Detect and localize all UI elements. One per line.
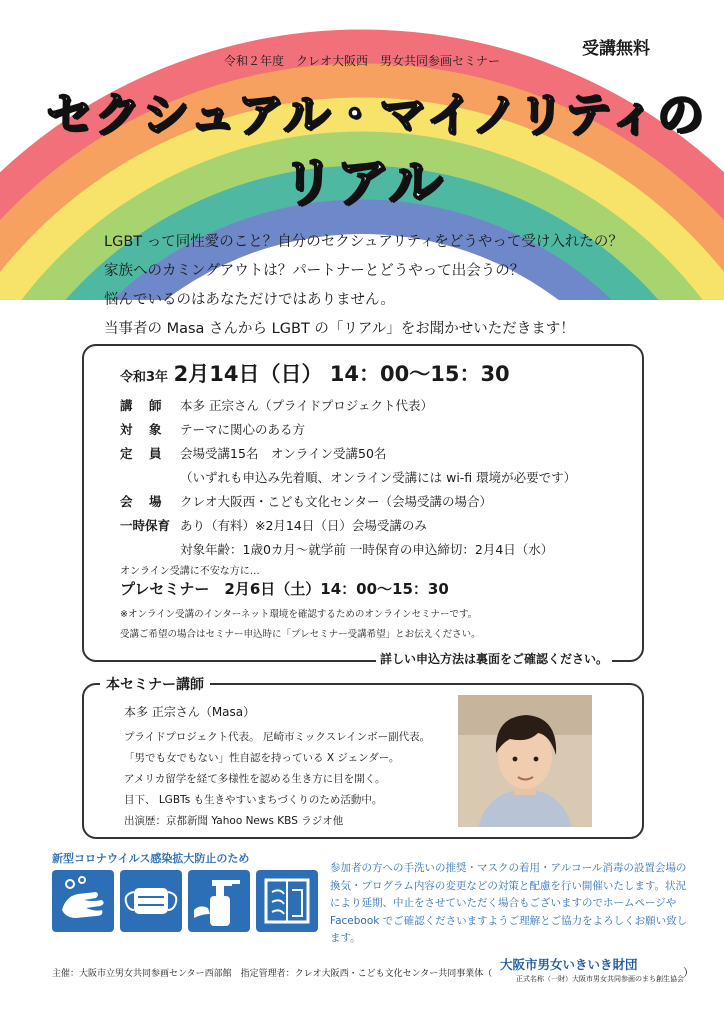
- title-line-2: リアル: [280, 151, 444, 214]
- title-line-1: セクシュアル・マイノリティの: [46, 88, 705, 143]
- footer-organizer: 主催：大阪市立男女共同参画センター西部館 指定管理者：クレオ大阪西・こども文化センター共同事業体（: [52, 969, 493, 979]
- ventilation-icon: [256, 870, 318, 932]
- mask-icon: [120, 870, 182, 932]
- bio-line: アメリカ留学を経て多様性を認める生き方に目を開く。: [124, 773, 386, 785]
- pre-seminar: プレセミナー 2月6日（土）14：00〜15：30: [120, 580, 449, 598]
- bio-line: 出演歴：京都新聞 Yahoo News KBS ラジオ他: [124, 815, 344, 827]
- lead-text: [104, 228, 623, 344]
- info-value: クレオ大阪西・こども文化センター（会場受講の場合）: [180, 494, 493, 509]
- info-row: [120, 442, 576, 466]
- lecturer-name: 本多 正宗さん（Masa）: [124, 705, 256, 719]
- pre-seminar-note: 受講ご希望の場合はセミナー申込時に「プレセミナー受講希望」とお伝えください。: [120, 629, 481, 640]
- lead-line: 家族へのカミングアウトは？パートナーとどうやって出会うの？: [104, 263, 525, 279]
- lecturer-box: [82, 683, 644, 839]
- info-key: 対 象: [120, 422, 164, 437]
- info-key: 定 員: [120, 446, 164, 461]
- lecturer-photo: [458, 695, 592, 827]
- event-date: [120, 358, 510, 388]
- info-value: あり（有料）※2月14日（日）会場受講のみ: [180, 518, 427, 533]
- info-value: 会場受講15名 オンライン受講50名: [180, 446, 387, 461]
- info-row: [120, 466, 576, 490]
- info-key: 講 師: [120, 398, 164, 413]
- covid-measures-text: 参加者の方への手洗いの推奨・マスクの着用・アルコール消毒の設置会場の換気・プログラム内容の変更などの対策と配慮を行い開催いたします。状況により延期、中止をさせていただく場合もございますのでホームページや Facebook でご確認くださいますようご理解とご協力をよろしくお願い致します。: [330, 862, 688, 944]
- covid-title: 新型コロナウイルス感染拡大防止のため: [52, 852, 250, 865]
- info-row: [120, 490, 576, 514]
- organization-name: 大阪市男女いきいき財団: [500, 957, 638, 972]
- lead-line: LGBT って同性愛のこと？自分のセクシュアリティをどうやって受け入れたの？: [104, 234, 623, 250]
- bio-line: 目下、 LGBTs も生きやすいまちづくりのため活動中。: [124, 794, 383, 806]
- seminar-subtitle: 令和２年度 クレオ大阪西 男女共同参画セミナー: [223, 54, 500, 68]
- details-note: 詳しい申込方法は裏面をご確認ください。: [376, 650, 612, 667]
- info-value: 対象年齢：1歳0カ月〜就学前 一時保育の申込締切：2月4日（水）: [180, 542, 554, 557]
- covid-icons: [52, 870, 318, 932]
- date-prefix: 令和3年: [120, 370, 169, 385]
- event-info-box: [82, 344, 644, 662]
- info-key: 一時保育: [120, 518, 171, 533]
- info-value: （いずれも申込み先着順、オンライン受講には wi-fi 環境が必要です）: [180, 470, 577, 485]
- info-rows: [120, 394, 576, 562]
- info-key: 会 場: [120, 494, 164, 509]
- lead-line: 悩んでいるのはあなただけではありません。: [104, 292, 395, 308]
- info-row: [120, 538, 576, 562]
- lead-line: 当事者の Masa さんから LGBT の「リアル」をお聞かせいただきます！: [104, 321, 575, 337]
- organization-formal-name: 正式名称（一財）大阪市男女共同参画のまち創生協会: [516, 975, 684, 983]
- info-row: [120, 514, 576, 538]
- footer-close-paren: ）: [683, 966, 694, 979]
- online-question: オンライン受講に不安な方に…: [120, 566, 260, 577]
- bio-line: プライドプロジェクト代表。 尼崎市ミックスレインボー副代表。: [124, 731, 431, 743]
- sanitizer-icon: [188, 870, 250, 932]
- handwash-icon: [52, 870, 114, 932]
- info-row: [120, 418, 576, 442]
- organization-logo: [500, 955, 684, 984]
- free-badge: 受講無料: [582, 39, 650, 59]
- info-value: テーマに関心のある方: [180, 422, 306, 437]
- date-main: 2月14日（日） 14：00〜15：30: [173, 362, 510, 386]
- lecturer-section-title: 本セミナー講師: [100, 674, 210, 694]
- info-row: [120, 394, 576, 418]
- bio-line: 「男でも女でもない」性自認を持っている X ジェンダー。: [124, 752, 400, 764]
- pre-seminar-note: ※オンライン受講のインターネット環境を確認するためのオンラインセミナーです。: [120, 609, 478, 620]
- info-value: 本多 正宗さん（プライドプロジェクト代表）: [180, 398, 433, 413]
- lecturer-bio: [124, 727, 430, 832]
